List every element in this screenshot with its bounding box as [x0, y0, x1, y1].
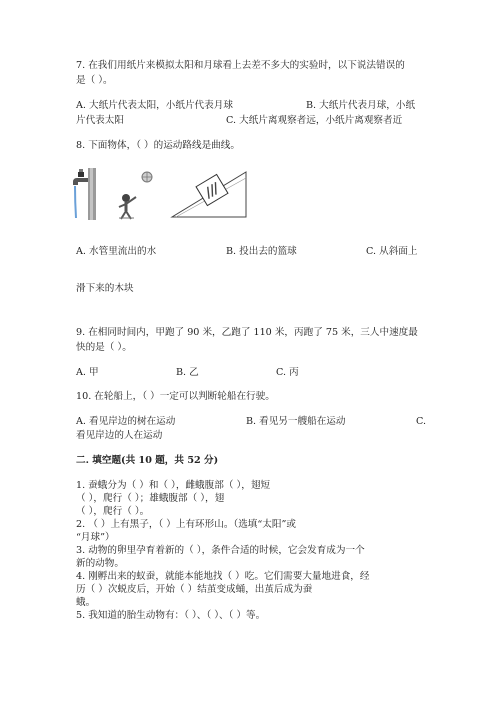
basketball-throw-figure: [112, 170, 156, 220]
q10-option-b: B. 看见另一艘船在运动: [246, 416, 346, 427]
q10-stem: 10. 在轮船上，（ ）一定可以判断轮船在行驶。: [76, 391, 275, 402]
q9-stem-line1: 9. 在相同时间内，甲跑了 90 米，乙跑了 110 米，丙跑了 75 米，三人中速度最: [76, 327, 418, 338]
fill-q4-line1: 4. 刚孵出来的蚁蚕，就能本能地找（ ）吃。它们需要大量地进食，经: [76, 571, 370, 582]
fill-q1-line1: 1. 蚕蛾分为（ ）和（ ），雌蛾腹部（ ），翅短: [76, 480, 271, 491]
fill-q4-line2: 历（ ）次蜕皮后，开始（ ）结茧变成蛹，出茧后成为蚕: [76, 584, 313, 595]
q8-option-a: A. 水管里流出的水: [76, 246, 157, 257]
fill-q2-line2: “月球”）: [76, 532, 115, 543]
q7-stem-line1: 7. 在我们用纸片来模拟太阳和月球看上去差不多大的实验时，以下说法错误的: [76, 60, 405, 71]
q9-stem-line2: 快的是（ ）。: [76, 342, 132, 353]
q7-option-c: C. 大纸片离观察者远，小纸片离观察者近: [226, 115, 403, 126]
q7-stem-line2: 是（ ）。: [76, 75, 113, 86]
q8-option-c-cont: 滑下来的木块: [76, 283, 134, 294]
q10-option-c: C.: [416, 416, 427, 427]
q8-stem: 8. 下面物体，（ ）的运动路线是曲线。: [76, 140, 240, 151]
q8-option-c: C. 从斜面上: [366, 246, 418, 257]
q7-option-b-cont: 片代表太阳: [76, 115, 124, 126]
q7-option-a: A. 大纸片代表太阳，小纸片代表月球: [76, 100, 233, 111]
inclined-plane-figure: [170, 170, 250, 220]
q8-option-b: B. 投出去的篮球: [226, 246, 297, 257]
q10-option-a: A. 看见岸边的树在运动: [76, 416, 176, 427]
fill-q2-line1: 2. （ ）上有黑子，（ ）上有环形山。（选填“太阳”或: [76, 519, 296, 530]
fill-q1-line2: （ ），爬行（ ）；雄蛾腹部（ ），翅: [76, 493, 225, 504]
q9-option-c: C. 丙: [276, 367, 299, 378]
section-heading: 二. 填空题(共 10 题，共 52 分): [76, 455, 219, 466]
q10-option-c-cont: 看见岸边的人在运动: [76, 430, 163, 441]
water-tap-figure: [70, 168, 102, 220]
fill-q1-line3: （ ），爬行（ ）。: [76, 506, 150, 517]
fill-q5: 5. 我知道的胎生动物有：（ ）、（ ）、（ ）等。: [76, 610, 266, 621]
q9-option-b: B. 乙: [176, 367, 199, 378]
fill-q3-line2: 新的动物。: [76, 558, 124, 569]
fill-q3-line1: 3. 动物的卵里孕育着新的（ ），条件合适的时候，它会发育成为一个: [76, 545, 365, 556]
q9-option-a: A. 甲: [76, 367, 99, 378]
fill-q4-line3: 蛾。: [76, 597, 96, 608]
q7-option-b: B. 大纸片代表月球，小纸: [306, 100, 416, 111]
